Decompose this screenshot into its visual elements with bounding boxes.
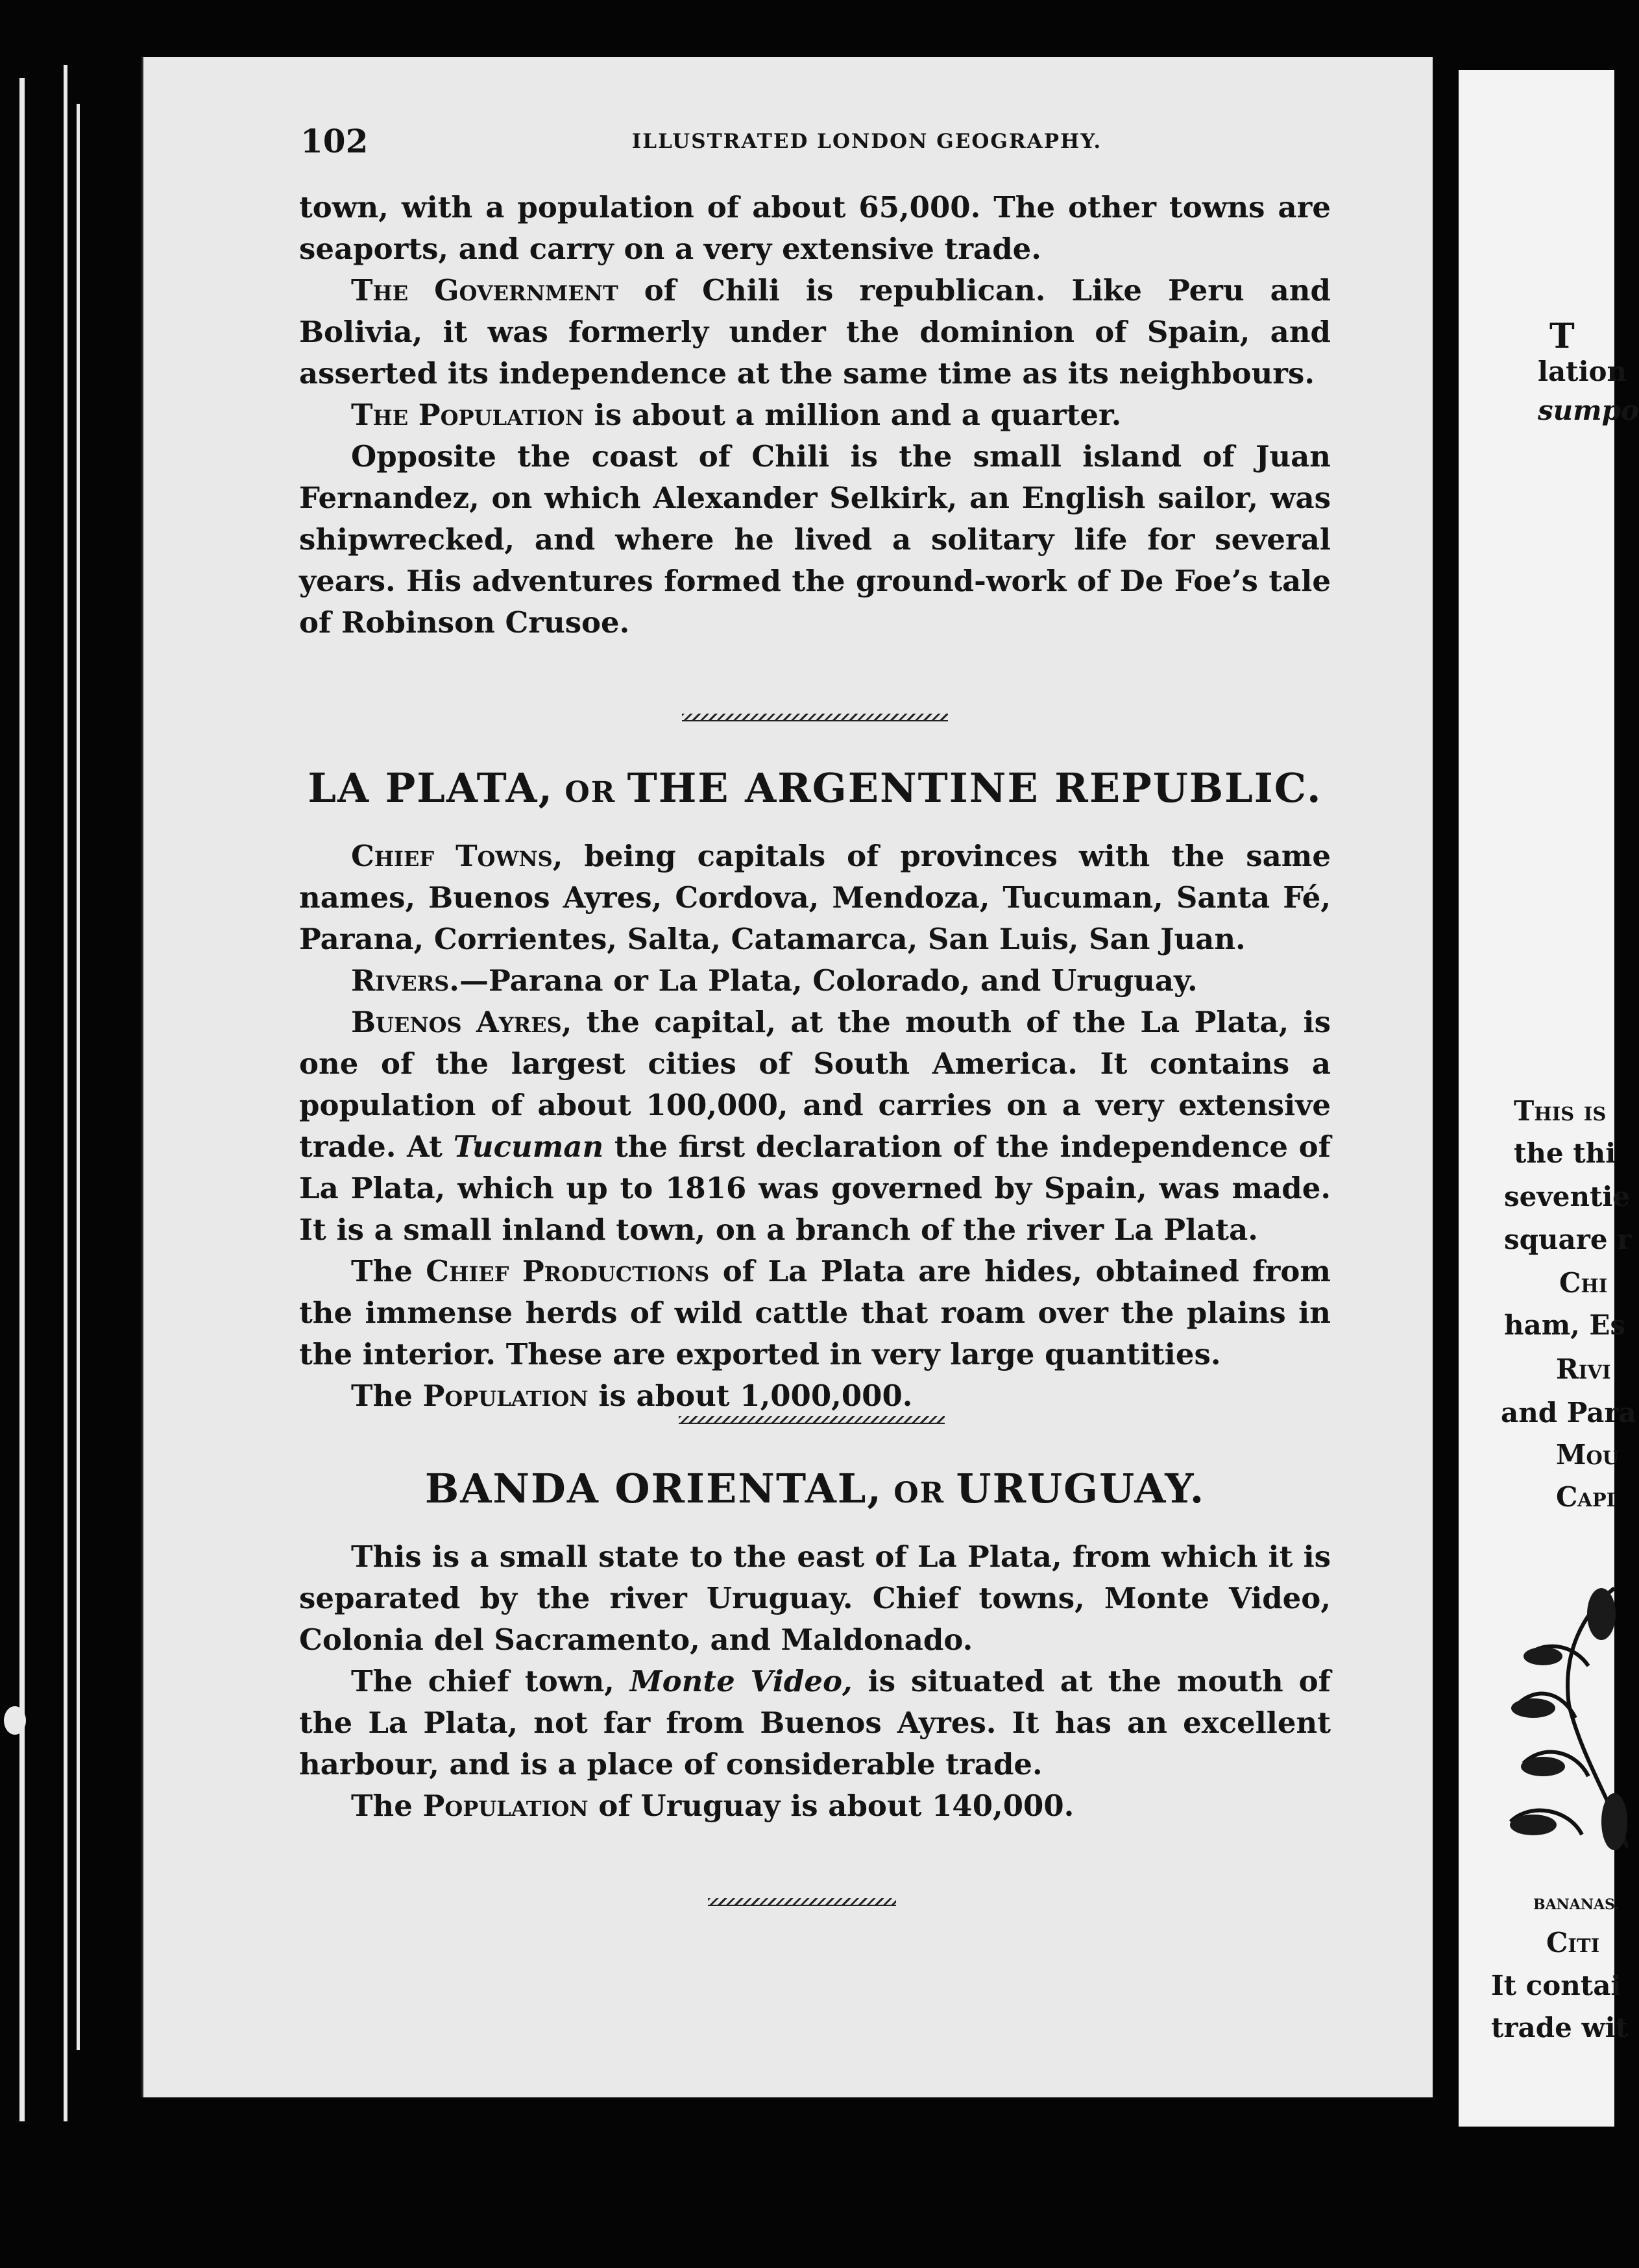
uruguay-section [299, 1536, 1331, 1827]
section-divider [708, 1898, 896, 1906]
paragraph: The Government of Chili is republican. Like Peru and Bolivia, it was formerly under the dominion of Spain, and asserted its independence at the same time as its neighbours. [299, 273, 1331, 391]
facing-page-text: lation [1538, 356, 1627, 387]
la-plata-section [299, 836, 1331, 1417]
paragraph: Buenos Ayres, the capital, at the mouth of the La Plata, is one of the largest cities of South America. It contains a population of about 100,000, and carries on a very extensive trade. At Tucuman the first declaration of the independence of La Plata, which up to 1816 was governed by Spain, was made. It is a small inland town, on a branch of the river La Plata. [299, 1005, 1331, 1247]
facing-page-text: square r [1504, 1224, 1632, 1255]
facing-page-text: sumpo [1538, 394, 1639, 426]
chili-continued-section [299, 187, 1331, 644]
section-divider [682, 714, 948, 721]
banana-plant-illustration [1504, 1575, 1634, 1887]
facing-page-text: and Para [1501, 1397, 1636, 1429]
section-divider [679, 1416, 945, 1424]
facing-page-text: This is [1514, 1095, 1607, 1127]
left-edge-strip [19, 78, 25, 2121]
book-page [141, 57, 1433, 2097]
section-heading-la-plata: LA PLATA, OR THE ARGENTINE REPUBLIC. [308, 764, 1322, 812]
paragraph: The Population is about 1,000,000. [351, 1379, 913, 1413]
edge-speck [4, 1706, 26, 1735]
facing-page-text: It contai [1491, 1970, 1621, 2001]
left-edge-strip [64, 65, 67, 2121]
paragraph: The Population is about a million and a quarter. [351, 398, 1122, 432]
facing-page-text: Chi [1559, 1267, 1608, 1299]
facing-page-text: Rivi [1556, 1353, 1611, 1385]
paragraph: Chief Towns, being capitals of provinces with the same names, Buenos Ayres, Cordova, Mendoza, Tucuman, Santa Fé, Parana, Corrientes, Salta, Catamarca, San Luis, San Juan. [299, 839, 1331, 956]
facing-page-text: Mou [1556, 1439, 1620, 1471]
illustration-caption: BANANAS. [1533, 1896, 1620, 1913]
running-head [299, 122, 1483, 167]
facing-page-text: trade wit [1491, 2012, 1628, 2044]
facing-page-text: ham, Es [1504, 1309, 1626, 1341]
paragraph: This is a small state to the east of La Plata, from which it is separated by the river Uruguay. Chief towns, Monte Video, Colonia del Sacramento, and Maldonado. [299, 1539, 1331, 1657]
facing-page-text: Capi [1556, 1481, 1616, 1513]
running-title: ILLUSTRATED LONDON GEOGRAPHY. [631, 130, 1102, 153]
page-number: 102 [300, 122, 369, 160]
paragraph: town, with a population of about 65,000. The other towns are seaports, and carry on a very extensive trade. [299, 190, 1331, 266]
paragraph: The Chief Productions of La Plata are hides, obtained from the immense herds of wild cattle that roam over the plains in the interior. These are exported in very large quantities. [299, 1254, 1331, 1371]
facing-page-text: T [1549, 317, 1575, 356]
facing-page-text: the thi [1514, 1137, 1616, 1169]
paragraph: Rivers.—Parana or La Plata, Colorado, and Uruguay. [351, 963, 1198, 998]
paragraph: The Population of Uruguay is about 140,000. [351, 1789, 1074, 1823]
facing-page-text: seventie [1504, 1181, 1631, 1212]
facing-page-text: Citi [1546, 1927, 1600, 1959]
section-heading-uruguay: BANDA ORIENTAL, OR URUGUAY. [424, 1465, 1206, 1512]
facing-page [1459, 70, 1639, 2127]
paragraph: Opposite the coast of Chili is the small island of Juan Fernandez, on which Alexander Selkirk, an English sailor, was shipwrecked, and where he lived a solitary life for several years. His adventures formed the ground-work of De Foe’s tale of Robinson Crusoe. [299, 439, 1331, 640]
left-edge-strip [77, 104, 80, 2050]
paragraph: The chief town, Monte Video, is situated at the mouth of the La Plata, not far from Buenos Ayres. It has an excellent harbour, and is a place of considerable trade. [299, 1664, 1331, 1781]
